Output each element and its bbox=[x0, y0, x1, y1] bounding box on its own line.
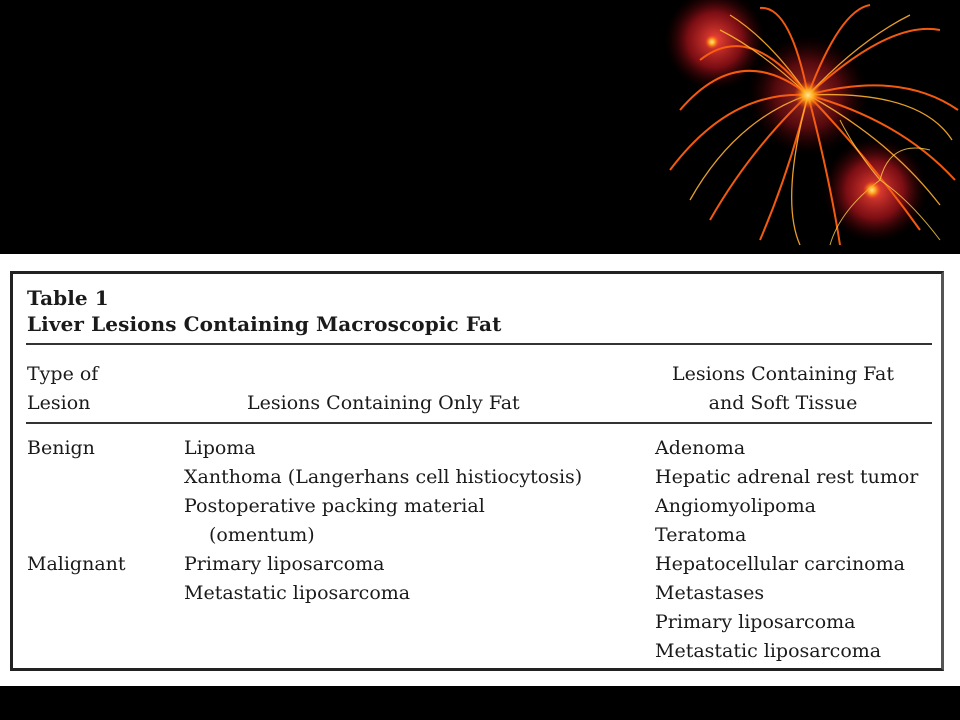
table-rule-header bbox=[26, 422, 932, 424]
table-cell: (omentum) bbox=[209, 524, 315, 546]
table-frame bbox=[10, 271, 944, 671]
benign-fat-soft bbox=[655, 434, 918, 550]
header-fat-soft-line2: and Soft Tissue bbox=[708, 392, 858, 414]
row-type-benign: Benign bbox=[27, 437, 95, 459]
benign-only-fat bbox=[184, 434, 582, 550]
table-title: Liver Lesions Containing Macroscopic Fat bbox=[27, 312, 502, 336]
header-only-fat: Lesions Containing Only Fat bbox=[247, 392, 520, 414]
table-cell: Metastatic liposarcoma bbox=[655, 640, 882, 662]
table-cell: Primary liposarcoma bbox=[184, 553, 385, 575]
table-cell: Postoperative packing material bbox=[184, 495, 485, 517]
table-cell: Teratoma bbox=[655, 524, 747, 546]
table-cell: Xanthoma (Langerhans cell histiocytosis) bbox=[184, 466, 583, 488]
header-fat-soft-tissue bbox=[643, 360, 923, 418]
table-cell: Hepatic adrenal rest tumor bbox=[655, 466, 919, 488]
row-type-malignant: Malignant bbox=[27, 553, 126, 575]
table-cell: Hepatocellular carcinoma bbox=[655, 553, 905, 575]
table-cell: Metastatic liposarcoma bbox=[184, 582, 411, 604]
table-panel bbox=[0, 254, 960, 686]
table-cell: Lipoma bbox=[184, 437, 256, 459]
header-type-of-lesion bbox=[27, 360, 98, 418]
header-fat-soft-line1: Lesions Containing Fat bbox=[671, 363, 895, 385]
firework-burst-icon bbox=[640, 0, 960, 250]
header-type-line1: Type of bbox=[27, 363, 99, 385]
table-cell: Metastases bbox=[655, 582, 765, 604]
table-cell: Angiomyolipoma bbox=[655, 495, 816, 517]
malignant-fat-soft bbox=[655, 550, 905, 666]
table-rule-top bbox=[26, 343, 932, 345]
table-label: Table 1 bbox=[27, 286, 109, 310]
table-cell: Primary liposarcoma bbox=[655, 611, 856, 633]
table-cell: Adenoma bbox=[655, 437, 746, 459]
malignant-only-fat bbox=[184, 550, 410, 608]
header-type-line2: Lesion bbox=[27, 392, 91, 414]
